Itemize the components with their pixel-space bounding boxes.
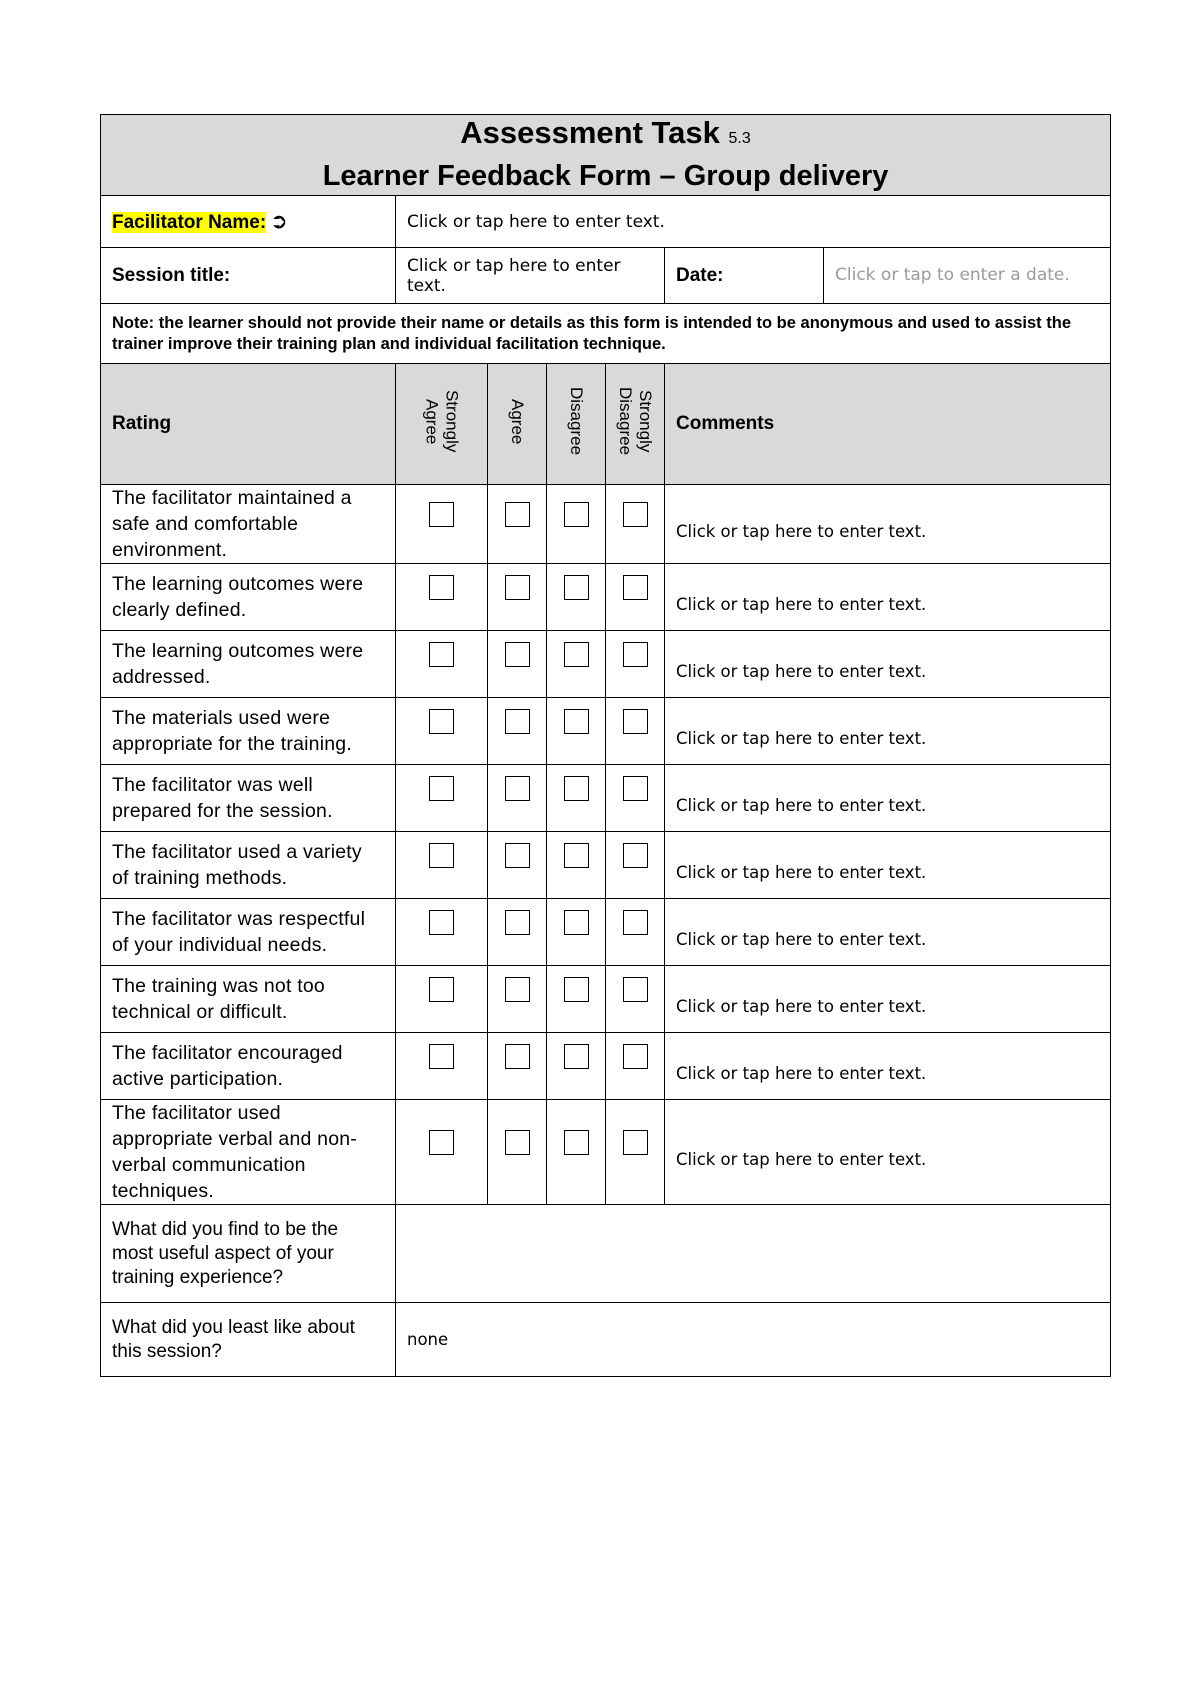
comment-field[interactable]: Click or tap here to enter text. [665, 832, 1111, 899]
table-row [101, 832, 1111, 899]
form-title-block [101, 115, 1111, 196]
form-subtitle: Learner Feedback Form – Group delivery [322, 160, 889, 192]
comment-field[interactable]: Click or tap here to enter text. [665, 966, 1111, 1033]
table-row [101, 698, 1111, 765]
rating-header: Rating [101, 364, 396, 485]
strongly-disagree-checkbox[interactable] [623, 502, 648, 527]
rating-statement: The learning outcomes were clearly defined. [101, 564, 396, 631]
anonymity-note: Note: the learner should not provide their name or details as this form is intended to be anonymous and used to assist the trainer improve their training plan and individual facilitation technique. [101, 304, 1111, 364]
strongly-agree-checkbox[interactable] [429, 709, 454, 734]
facilitator-name-label: Facilitator Name: [112, 212, 267, 233]
agree-header: Agree [488, 364, 547, 485]
table-row [101, 966, 1111, 1033]
table-row [101, 631, 1111, 698]
rating-statement: The facilitator was respectful of your individual needs. [101, 899, 396, 966]
question-row [101, 1205, 1111, 1303]
strongly-agree-checkbox[interactable] [429, 642, 454, 667]
strongly-disagree-checkbox[interactable] [623, 575, 648, 600]
question-row [101, 1303, 1111, 1377]
strongly-disagree-checkbox[interactable] [623, 1130, 648, 1155]
rating-statement: The facilitator maintained a safe and comfortable environment. [101, 485, 396, 564]
rating-statement: The facilitator used appropriate verbal and non-verbal communication techniques. [101, 1100, 396, 1205]
strongly-disagree-header: Strongly Disagree [606, 364, 665, 485]
agree-checkbox[interactable] [505, 642, 530, 667]
agree-checkbox[interactable] [505, 709, 530, 734]
rating-statement: The materials used were appropriate for the training. [101, 698, 396, 765]
table-row [101, 899, 1111, 966]
arrow-icon: ➲ [270, 209, 288, 233]
disagree-checkbox[interactable] [564, 776, 589, 801]
comment-field[interactable]: Click or tap here to enter text. [665, 698, 1111, 765]
strongly-agree-checkbox[interactable] [429, 843, 454, 868]
open-question: What did you find to be the most useful aspect of your training experience? [101, 1205, 396, 1303]
strongly-disagree-checkbox[interactable] [623, 1044, 648, 1069]
table-row [101, 1100, 1111, 1205]
comment-field[interactable]: Click or tap here to enter text. [665, 1033, 1111, 1100]
comment-field[interactable]: Click or tap here to enter text. [665, 899, 1111, 966]
session-title-label: Session title: [112, 264, 231, 286]
disagree-checkbox[interactable] [564, 1130, 589, 1155]
date-label-cell [665, 248, 824, 304]
comment-field[interactable]: Click or tap here to enter text. [665, 1100, 1111, 1205]
rating-statement: The facilitator encouraged active participation. [101, 1033, 396, 1100]
strongly-agree-checkbox[interactable] [429, 502, 454, 527]
strongly-disagree-checkbox[interactable] [623, 642, 648, 667]
strongly-disagree-checkbox[interactable] [623, 776, 648, 801]
comment-field[interactable]: Click or tap here to enter text. [665, 631, 1111, 698]
open-question: What did you least like about this session? [101, 1303, 396, 1377]
strongly-disagree-checkbox[interactable] [623, 910, 648, 935]
date-label: Date: [676, 264, 724, 286]
disagree-checkbox[interactable] [564, 502, 589, 527]
strongly-agree-checkbox[interactable] [429, 575, 454, 600]
disagree-checkbox[interactable] [564, 910, 589, 935]
disagree-checkbox[interactable] [564, 642, 589, 667]
date-placeholder: Click or tap to enter a date. [835, 265, 1070, 285]
table-row [101, 564, 1111, 631]
strongly-disagree-checkbox[interactable] [623, 977, 648, 1002]
table-row [101, 485, 1111, 564]
open-answer-field[interactable] [396, 1205, 1111, 1303]
disagree-checkbox[interactable] [564, 709, 589, 734]
open-answer-field[interactable]: none [396, 1303, 1111, 1377]
agree-checkbox[interactable] [505, 776, 530, 801]
disagree-checkbox[interactable] [564, 1044, 589, 1069]
agree-checkbox[interactable] [505, 1044, 530, 1069]
strongly-agree-checkbox[interactable] [429, 910, 454, 935]
rating-statement: The learning outcomes were addressed. [101, 631, 396, 698]
strongly-agree-checkbox[interactable] [429, 776, 454, 801]
facilitator-name-field[interactable] [396, 196, 1111, 248]
strongly-agree-header: Strongly Agree [396, 364, 488, 485]
rating-statement: The training was not too technical or difficult. [101, 966, 396, 1033]
disagree-checkbox[interactable] [564, 977, 589, 1002]
agree-checkbox[interactable] [505, 977, 530, 1002]
date-field[interactable] [824, 248, 1111, 304]
disagree-checkbox[interactable] [564, 843, 589, 868]
table-row [101, 1033, 1111, 1100]
disagree-header: Disagree [547, 364, 606, 485]
strongly-disagree-checkbox[interactable] [623, 709, 648, 734]
agree-checkbox[interactable] [505, 910, 530, 935]
facilitator-name-placeholder: Click or tap here to enter text. [407, 211, 665, 232]
task-number: 5.3 [728, 130, 751, 147]
session-title-label-cell [101, 248, 396, 304]
agree-checkbox[interactable] [505, 575, 530, 600]
agree-checkbox[interactable] [505, 502, 530, 527]
comment-field[interactable]: Click or tap here to enter text. [665, 485, 1111, 564]
rating-statement: The facilitator was well prepared for the session. [101, 765, 396, 832]
agree-checkbox[interactable] [505, 1130, 530, 1155]
strongly-agree-checkbox[interactable] [429, 1130, 454, 1155]
facilitator-name-label-cell [101, 196, 396, 248]
strongly-agree-checkbox[interactable] [429, 1044, 454, 1069]
session-title-field[interactable] [396, 248, 665, 304]
form-title: Assessment Task 5.3 [460, 115, 751, 150]
comment-field[interactable]: Click or tap here to enter text. [665, 564, 1111, 631]
table-row [101, 765, 1111, 832]
disagree-checkbox[interactable] [564, 575, 589, 600]
session-title-placeholder: Click or tap here to enter text. [407, 255, 621, 296]
strongly-disagree-checkbox[interactable] [623, 843, 648, 868]
strongly-agree-checkbox[interactable] [429, 977, 454, 1002]
feedback-form-table [100, 114, 1111, 1377]
agree-checkbox[interactable] [505, 843, 530, 868]
rating-statement: The facilitator used a variety of training methods. [101, 832, 396, 899]
comments-header: Comments [665, 364, 1111, 485]
comment-field[interactable]: Click or tap here to enter text. [665, 765, 1111, 832]
